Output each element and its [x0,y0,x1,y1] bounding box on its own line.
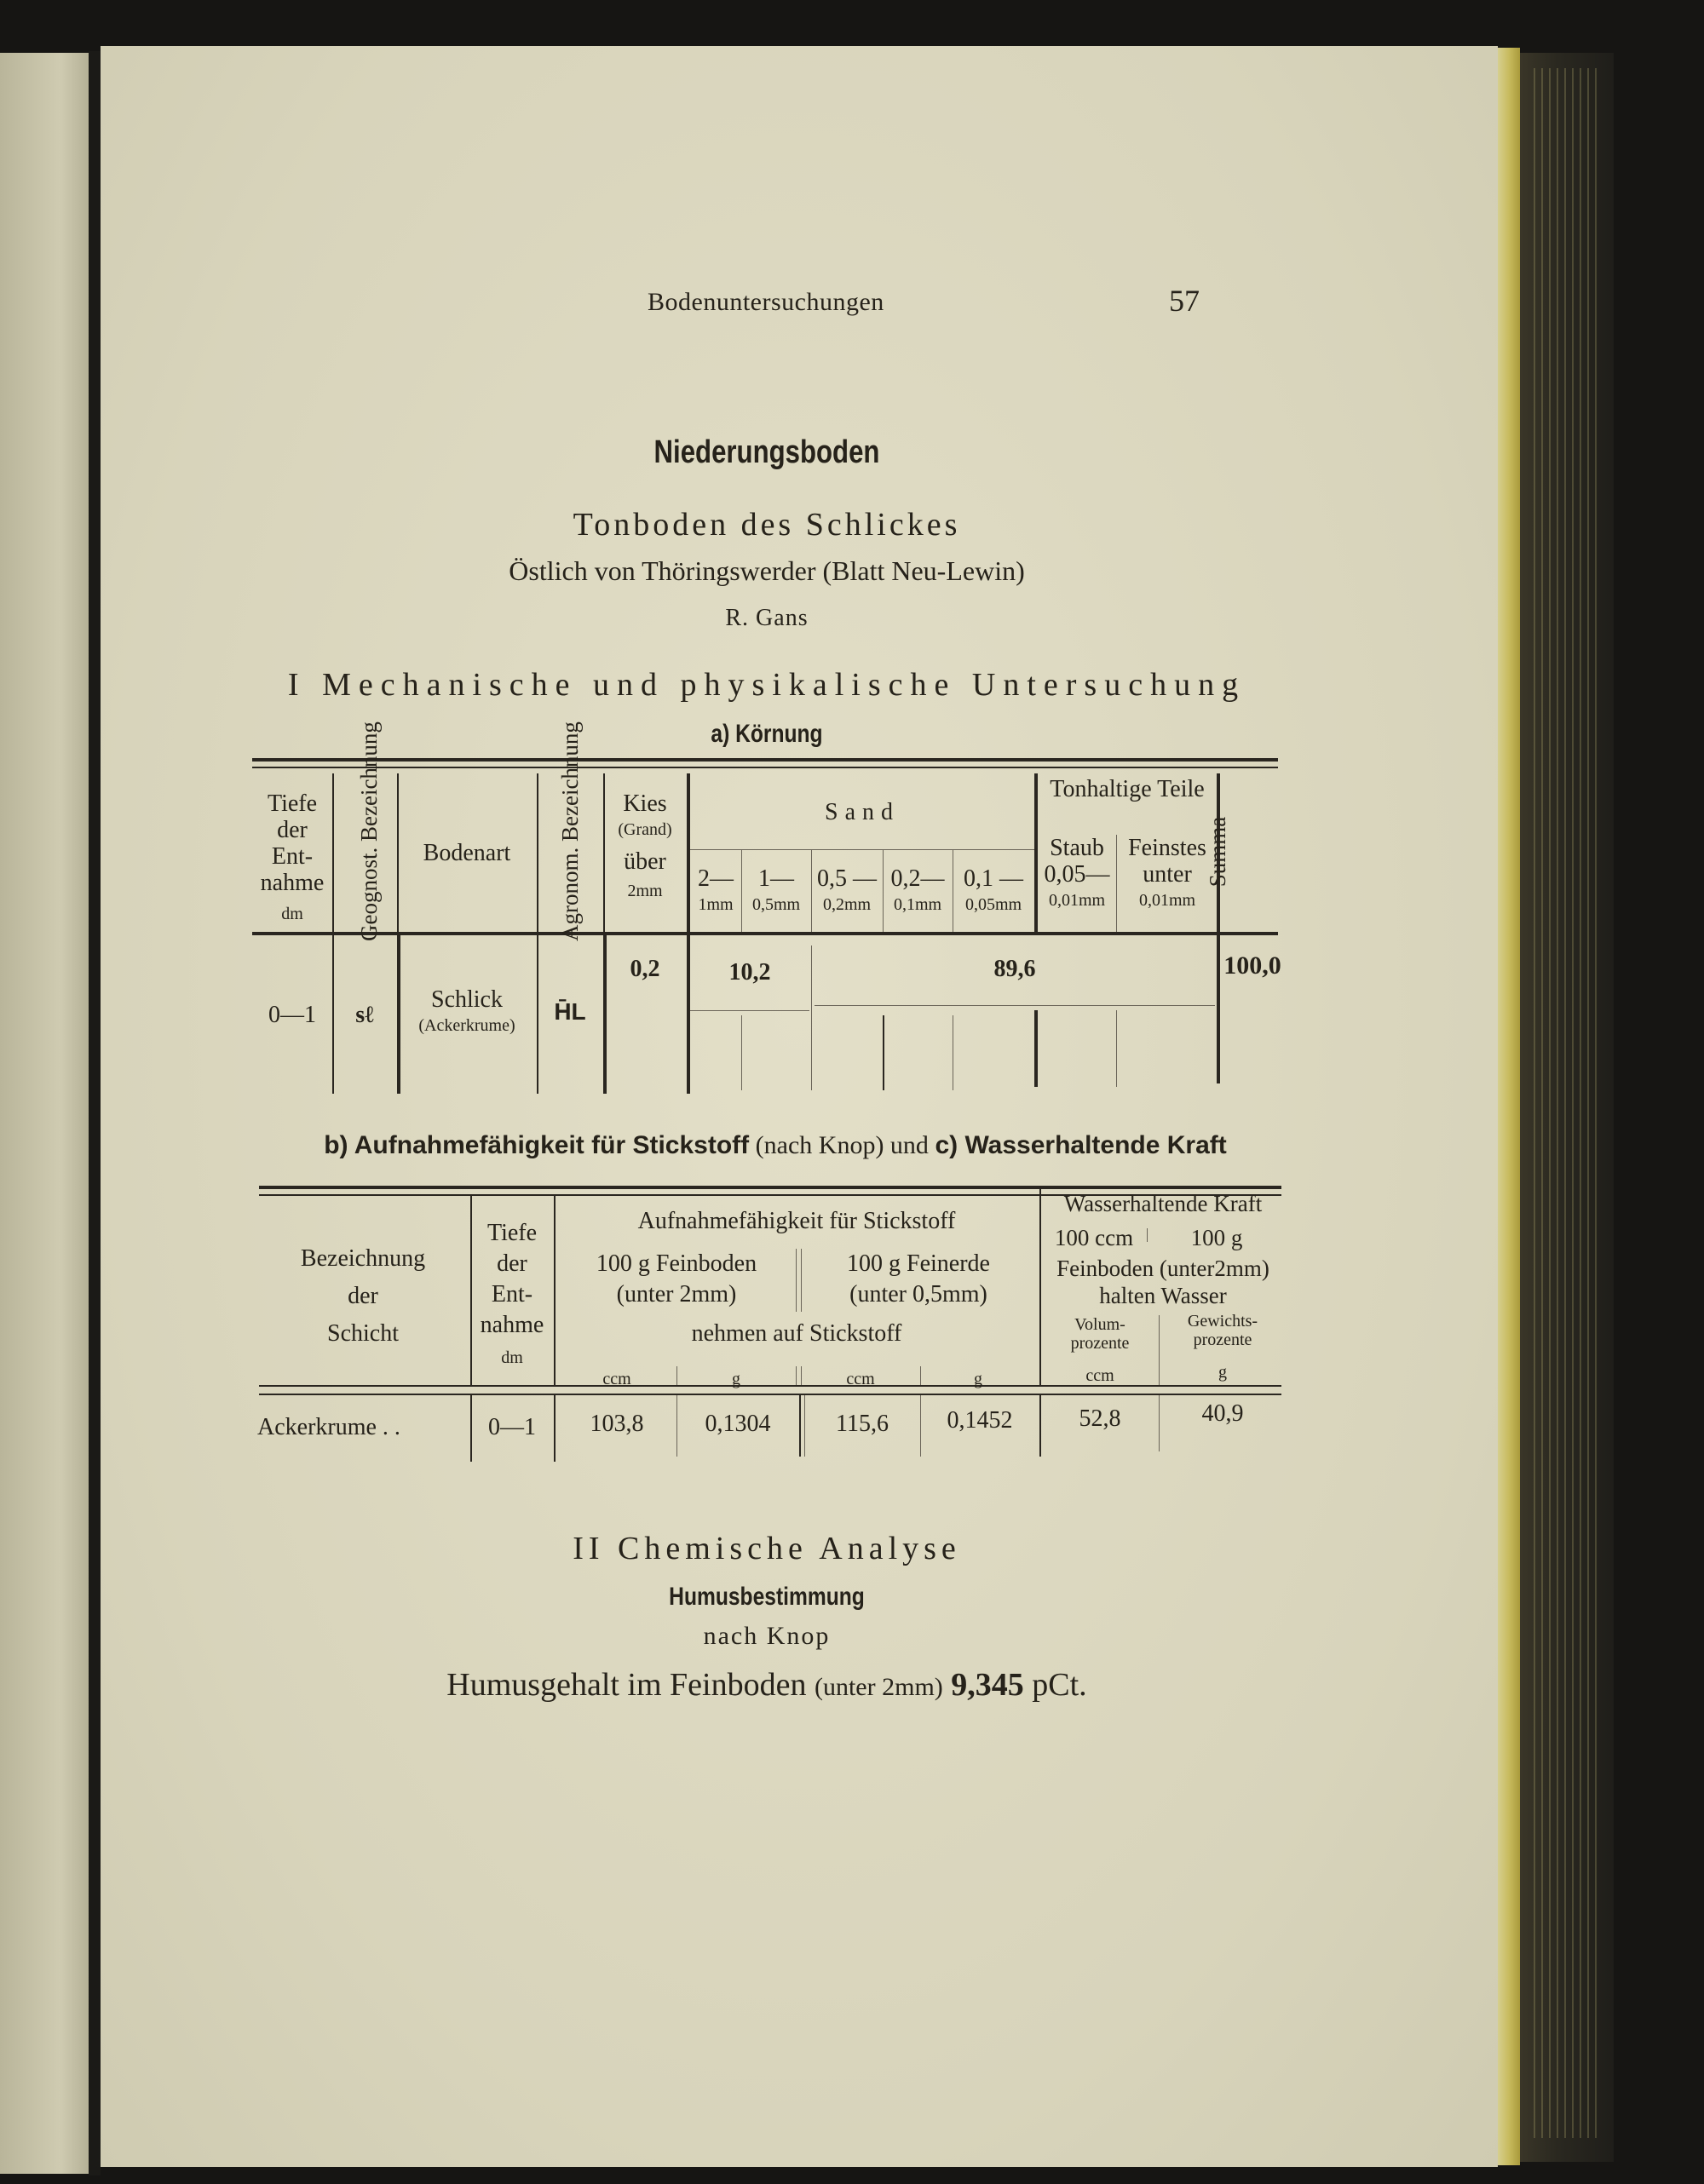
col-kies-header: Kies (Grand) über 2mm [618,790,672,900]
unit-wasser-ccm: ccm [1085,1366,1114,1385]
col-wasser-header: Wasserhaltende Kraft [1063,1191,1263,1216]
page-edge-gilt [1498,48,1520,2165]
page-subtitle: Tonboden des Schlickes [573,507,961,543]
page-stack-lines [1534,68,1602,2138]
col-staub-header: Staub 0,05— 0,01mm [1044,835,1110,910]
unit-g-1: g [732,1370,740,1388]
row-tiefe: 0—1 [268,1002,316,1028]
section-1-heading: I Mechanische und physikalische Untersuchung [287,667,1246,703]
running-head: Bodenuntersuchungen [648,288,884,316]
col-bezeichnung-header: Bezeichnung der Schicht [300,1245,426,1347]
unit-wasser-g: g [1218,1363,1227,1382]
section-bc-heading: b) Aufnahmefähigkeit für Stickstoff (nach Knop) und c) Wasserhaltende Kraft [324,1131,1227,1159]
row-kies: 0,2 [630,956,660,982]
humus-result: Humusgehalt im Feinboden (unter 2mm) 9,345 pCt. [446,1667,1087,1703]
location-line: Östlich von Thöringswerder (Blatt Neu-Lewin) [509,555,1025,586]
wasser-100g: 100 g [1190,1225,1243,1250]
col-tonhaltige-header: Tonhaltige Teile [1050,776,1205,802]
row-tiefe-b: 0—1 [488,1414,536,1440]
row-value-3: 115,6 [836,1411,889,1437]
col-volum-header: Volum- prozente [1070,1315,1130,1353]
section-2-heading: II Chemische Analyse [573,1531,961,1566]
row-tonhaltige: 89,6 [993,956,1036,982]
row-sand: 10,2 [728,959,771,986]
col-feinstes-header: Feinstes unter 0,01mm [1128,835,1206,910]
col-geognost-header: Geognost. Bezeichnung [356,721,382,941]
wasser-halten: halten Wasser [1099,1283,1227,1308]
author-line: R. Gans [725,605,809,631]
col-aufnahme-header: Aufnahmefähigkeit für Stickstoff [637,1208,956,1234]
book-gutter [89,51,101,2175]
sand-fraction-5: 0,1 — 0,05mm [964,865,1023,914]
col-agronom-header: Agronom. Bezeichnung [557,721,583,941]
col-summa-header: Summa [1205,816,1230,888]
wasser-feinboden: Feinboden (unter2mm) [1056,1256,1269,1281]
sand-fraction-3: 0,5 — 0,2mm [817,865,877,914]
row-agronom: H̄L [554,998,586,1025]
row-value-1: 103,8 [590,1411,644,1437]
kornung-heading: a) Körnung [711,720,823,748]
col-feinboden-header: 100 g Feinboden (unter 2mm) [596,1250,757,1308]
row-gewichts: 40,9 [1201,1400,1244,1427]
row-volum: 52,8 [1079,1405,1121,1432]
col-tiefe-b-header: Tiefe der Ent- nahme dm [480,1220,544,1367]
sand-fraction-4: 0,2— 0,1mm [890,865,945,914]
page-title: Niederungsboden [653,434,880,470]
method-line: nach Knop [703,1622,831,1650]
page-number: 57 [1169,284,1200,318]
row-bezeichnung: Ackerkrume . . [257,1414,400,1440]
humus-heading: Humusbestimmung [669,1583,865,1611]
col-sand-header: Sand [825,799,900,825]
row-bodenart: Schlick (Ackerkrume) [418,986,515,1035]
col-feinerde-header: 100 g Feinerde (unter 0,5mm) [847,1250,990,1308]
wasser-100ccm: 100 ccm [1054,1225,1134,1250]
col-tiefe-header: Tiefe der Ent- nahme dm [260,790,325,923]
row-value-2: 0,1304 [705,1411,771,1437]
unit-g-2: g [974,1370,982,1388]
left-page-edge [0,53,101,2174]
col-bodenart-header: Bodenart [423,840,511,866]
sand-fraction-1: 2— 1mm [698,865,734,914]
col-nehmen-header: nehmen auf Stickstoff [691,1320,902,1347]
col-gewichts-header: Gewichts- prozente [1187,1312,1258,1349]
row-geognost: sℓ [355,1002,374,1028]
book-page [101,46,1498,2167]
row-value-4: 0,1452 [947,1407,1013,1434]
row-summa: 100,0 [1223,951,1281,980]
unit-ccm-2: ccm [846,1370,875,1388]
sand-fraction-2: 1— 0,5mm [751,865,801,914]
unit-ccm-1: ccm [602,1370,631,1388]
